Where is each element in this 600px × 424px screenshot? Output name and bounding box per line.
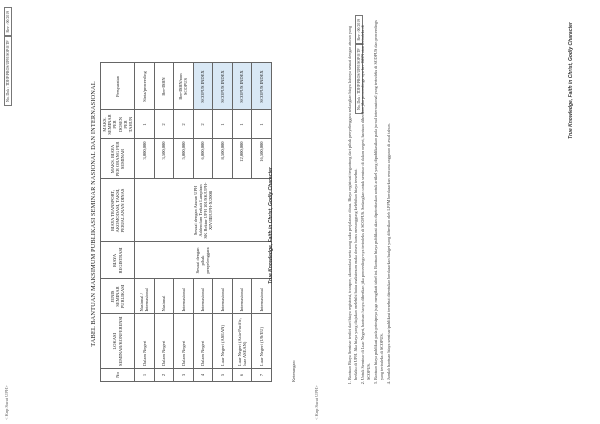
cell-type: Internasional (174, 279, 194, 314)
university-motto: True Knowledge, Faith in Christ, Godly Character (268, 167, 274, 284)
cell-requirements: SCOPUS INDEX (193, 63, 213, 110)
cell-maximum: 5,000,000 (174, 139, 194, 179)
header-location: LOKASI SEMINAR/KONFERENSI (101, 314, 135, 369)
cell-max-per-year: 1 (232, 110, 252, 139)
header-no: No (101, 369, 135, 382)
cell-max-per-year: 2 (174, 110, 194, 139)
cell-transport-note: Sesuai dengan Aturan UPH Addendum Terkait Lampiran SK Rektor UPH 101/SK/UPH-XIV/III/UPH-X/2008 (135, 179, 272, 242)
table-row (135, 63, 155, 382)
document-code-box (4, 7, 12, 106)
cell-location: Luar Negeri (US/EU) (252, 314, 272, 369)
cell-type: Internasional (193, 279, 213, 314)
list-item: 3. Bantuan biaya publikasi pada prinsipnya juga mengikuti tabel ini. Bantuan biaya publikasi akan diprioritaskan untuk artikel yang dipublikasikan pada jurnal internasional yang terindeks di SCOPUS dan proceedings yang terindeks di SCOPUS. (373, 20, 385, 380)
cell-location: Dalam Negeri (174, 314, 194, 369)
cell-maximum: 16,500,000 (252, 139, 272, 179)
list-item: 4. Jumlah bantuan biaya seminar/publikasi tersebut ditentukan berdasarkan budget yang diberikan oleh LPPM berdasarkan rencana anggaran di awal tahun. (386, 20, 392, 380)
cell-max-per-year: 2 (154, 110, 174, 139)
cell-type: Nasional / Internasional (135, 279, 155, 314)
cell-type: Internasional (213, 279, 233, 314)
letterhead-placeholder: < Kop Surat UPH> (4, 385, 9, 420)
cell-no: 6 (232, 369, 252, 382)
document-revision: Rev : 00/2019 (4, 7, 12, 37)
document-number: No. Dok : TDHP/PROS/UPH/SOP/8/TP (4, 36, 12, 106)
cell-requirements: Ber-ISBN/non SCOPUS (174, 63, 194, 110)
cell-max-per-year: 1 (213, 110, 233, 139)
header-maximum: MAKS. BIAYA PER ORANG PER SEMINAR (101, 139, 135, 179)
cell-maximum: 6,000,000 (193, 139, 213, 179)
cell-max-per-year: 2 (193, 110, 213, 139)
notes-list (347, 20, 393, 392)
cell-location: Dalam Negeri (135, 314, 155, 369)
cell-maximum: 12,000,000 (232, 139, 252, 179)
cell-max-per-year: 1 (135, 110, 155, 139)
cell-no: 3 (174, 369, 194, 382)
cell-location: Luar Negeri (Asia-Pacific, luar ASEAN) (232, 314, 252, 369)
seminar-assistance-table (100, 62, 272, 382)
cell-location: Luar Negeri (ASEAN) (213, 314, 233, 369)
cell-requirements: Ber-ISBN (154, 63, 174, 110)
cell-registration-note: Sesuai dengan pihak penyelenggara (135, 242, 272, 279)
header-max-per-year: MAKS. SEMINAR PER DOSEN PER TAHUN (101, 110, 135, 139)
cell-type: Internasional (252, 279, 272, 314)
right-page-rotated-content (300, 0, 600, 424)
cell-max-per-year: 1 (252, 110, 272, 139)
cell-no: 5 (213, 369, 233, 382)
cell-no: 7 (252, 369, 272, 382)
cell-type: Internasional (232, 279, 252, 314)
header-requirements: Persyaratan (101, 63, 135, 110)
list-item: 1. Bantuan Biaya Seminar terdiri dari biaya registrasi, transpor, akomodasi serta uang saku perjalanan dinas. Biaya registrasi tergantung dari pihak penyelenggara sedangkan biaya lainnya sesuai dengan aturan yang berlaku di UPH. Jika biaya yang diajukan melebihi batas maksimum maka dosen harus menanggung kelebihan biaya tersebut. (347, 20, 359, 380)
cell-maximum: 3,500,000 (154, 139, 174, 179)
header-type: JENIS SEMINAR PUBLIKASI (101, 279, 135, 314)
cell-no: 1 (135, 369, 155, 382)
notes-label: Keterangan: (291, 360, 296, 382)
cell-location: Dalam Negeri (193, 314, 213, 369)
table-header-row (101, 63, 135, 382)
cell-no: 4 (193, 369, 213, 382)
list-item: 2. Untuk Seminar di Luar Negeri, bantuan hanya diberikan jika proceedings-nya terindeks di SCOPUS. Sedangkan untuk seminar di dalam negeri, bantuan diberikan jika proceedings-nya ber-ISBN atau terindeks di SCOPUS. (360, 20, 372, 380)
header-transport: BIAYA TRANSPORT, AKOMODASI, TAKSI, PERJALANAN DINAS (101, 179, 135, 242)
cell-type: Nasional (154, 279, 174, 314)
cell-requirements: SCOPUS INDEX (252, 63, 272, 110)
cell-maximum: 8,500,000 (213, 139, 233, 179)
letterhead-placeholder: < Kop Surat UPH> (314, 385, 319, 420)
right-page (300, 0, 600, 424)
cell-requirements: SCOPUS INDEX (232, 63, 252, 110)
cell-requirements: Sinta/proceeding (135, 63, 155, 110)
document-number: No. Dok : TDHP/PROS/UPH/SOP/8/TP (355, 44, 363, 114)
cell-requirements: SCOPUS INDEX (213, 63, 233, 110)
university-motto: True Knowledge, Faith in Christ, Godly Character (568, 22, 574, 139)
cell-maximum: 3,000,000 (135, 139, 155, 179)
header-registration: BIAYA REGISTRASI (101, 242, 135, 279)
cell-location: Dalam Negeri (154, 314, 174, 369)
cell-no: 2 (154, 369, 174, 382)
table-title: TABEL BANTUAN MAKSIMUM PUBLIKASI SEMINAR NASIONAL DAN INTERNASIONAL (90, 81, 97, 347)
document-revision: Rev : 00/2019 (355, 15, 363, 45)
